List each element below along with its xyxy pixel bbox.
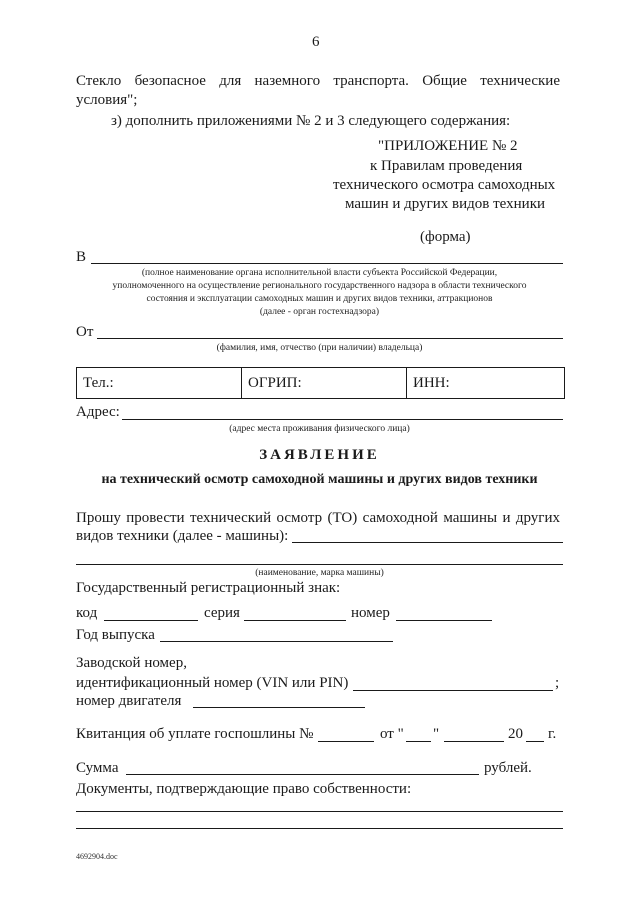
- year-input-line[interactable]: [160, 641, 393, 642]
- intro-line-1: Стекло безопасное для наземного транспорта. Общие технические: [76, 73, 560, 89]
- engine-input-line[interactable]: [193, 707, 365, 708]
- receipt-from: от ": [380, 726, 404, 742]
- vin-label: идентификационный номер (VIN или PIN): [76, 675, 349, 691]
- form-label: (форма): [420, 229, 471, 245]
- year-label: Год выпуска: [76, 627, 155, 643]
- appendix-line-3: машин и других видов техники: [345, 196, 546, 212]
- from-hint: (фамилия, имя, отчество (при наличии) владельца): [216, 343, 423, 353]
- address-label: Адрес:: [76, 404, 120, 420]
- from-label: От: [76, 324, 94, 340]
- ogrip-cell[interactable]: [242, 368, 407, 399]
- request-line-2: видов техники (далее - машины):: [76, 528, 289, 544]
- to-hint-4: (далее - орган гостехнадзора): [259, 307, 380, 317]
- to-hint-1: (полное наименование органа исполнительной власти субъекта Российской Федерации,: [141, 268, 498, 278]
- to-hint-3: состояния и эксплуатации самоходных машин и других видов техники, аттракционов: [146, 294, 493, 304]
- machine-input-line-2[interactable]: [76, 564, 563, 565]
- receipt-quote: ": [433, 726, 440, 742]
- ogrip-label: ОГРИП:: [248, 374, 302, 391]
- page-number: 6: [312, 34, 320, 50]
- statement-title: ЗАЯВЛЕНИЕ: [259, 447, 380, 463]
- amount-label: Сумма: [76, 760, 119, 776]
- phone-cell[interactable]: [77, 368, 242, 399]
- receipt-day-line[interactable]: [406, 741, 431, 742]
- code-label: код: [76, 605, 98, 621]
- number-label: номер: [351, 605, 390, 621]
- amount-currency: рублей.: [484, 760, 532, 776]
- registration-label: Государственный регистрационный знак:: [76, 580, 341, 596]
- code-input-line[interactable]: [104, 620, 198, 621]
- to-input-line[interactable]: [91, 263, 563, 264]
- series-input-line[interactable]: [244, 620, 346, 621]
- appendix-line-2: технического осмотра самоходных: [333, 177, 556, 193]
- request-line-1: Прошу провести технический осмотр (ТО) самоходной машины и других: [76, 510, 560, 526]
- vin-end: ;: [555, 675, 560, 691]
- receipt-year-prefix: 20: [508, 726, 523, 742]
- engine-label: номер двигателя: [76, 693, 182, 709]
- documents-label: Документы, подтверждающие право собственности:: [76, 781, 412, 797]
- appendix-title: "ПРИЛОЖЕНИЕ № 2: [378, 138, 518, 154]
- machine-input-line-1[interactable]: [292, 542, 563, 543]
- contacts-table: [76, 367, 565, 399]
- receipt-month-line[interactable]: [444, 741, 504, 742]
- inn-cell[interactable]: [407, 368, 565, 399]
- documents-input-line-2[interactable]: [76, 828, 563, 829]
- receipt-label: Квитанция об уплате госпошлины №: [76, 726, 314, 742]
- footer-file-name: 4692904.doc: [76, 852, 118, 861]
- documents-input-line-1[interactable]: [76, 811, 563, 812]
- amount-input-line[interactable]: [126, 774, 479, 775]
- inn-label: ИНН:: [413, 374, 450, 391]
- address-hint: (адрес места проживания физического лица): [229, 424, 410, 434]
- series-label: серия: [204, 605, 240, 621]
- machine-hint: (наименование, марка машины): [255, 568, 384, 578]
- statement-subtitle: на технический осмотр самоходной машины и других видов техники: [101, 472, 538, 487]
- to-hint-2: уполномоченного на осуществление регионального государственного надзора в области технического: [112, 281, 527, 291]
- from-input-line[interactable]: [97, 338, 563, 339]
- number-input-line[interactable]: [396, 620, 492, 621]
- intro-line-2: условия";: [76, 92, 138, 108]
- phone-label: Тел.:: [83, 374, 114, 391]
- vin-input-line[interactable]: [353, 690, 553, 691]
- to-label: В: [76, 249, 87, 265]
- factory-number-label: Заводской номер,: [76, 655, 187, 671]
- receipt-year-suffix: г.: [548, 726, 557, 742]
- intro-line-3: з) дополнить приложениями № 2 и 3 следующего содержания:: [111, 113, 511, 129]
- receipt-number-line[interactable]: [318, 741, 374, 742]
- appendix-line-1: к Правилам проведения: [370, 158, 523, 174]
- receipt-year-line[interactable]: [526, 741, 544, 742]
- address-input-line[interactable]: [122, 419, 563, 420]
